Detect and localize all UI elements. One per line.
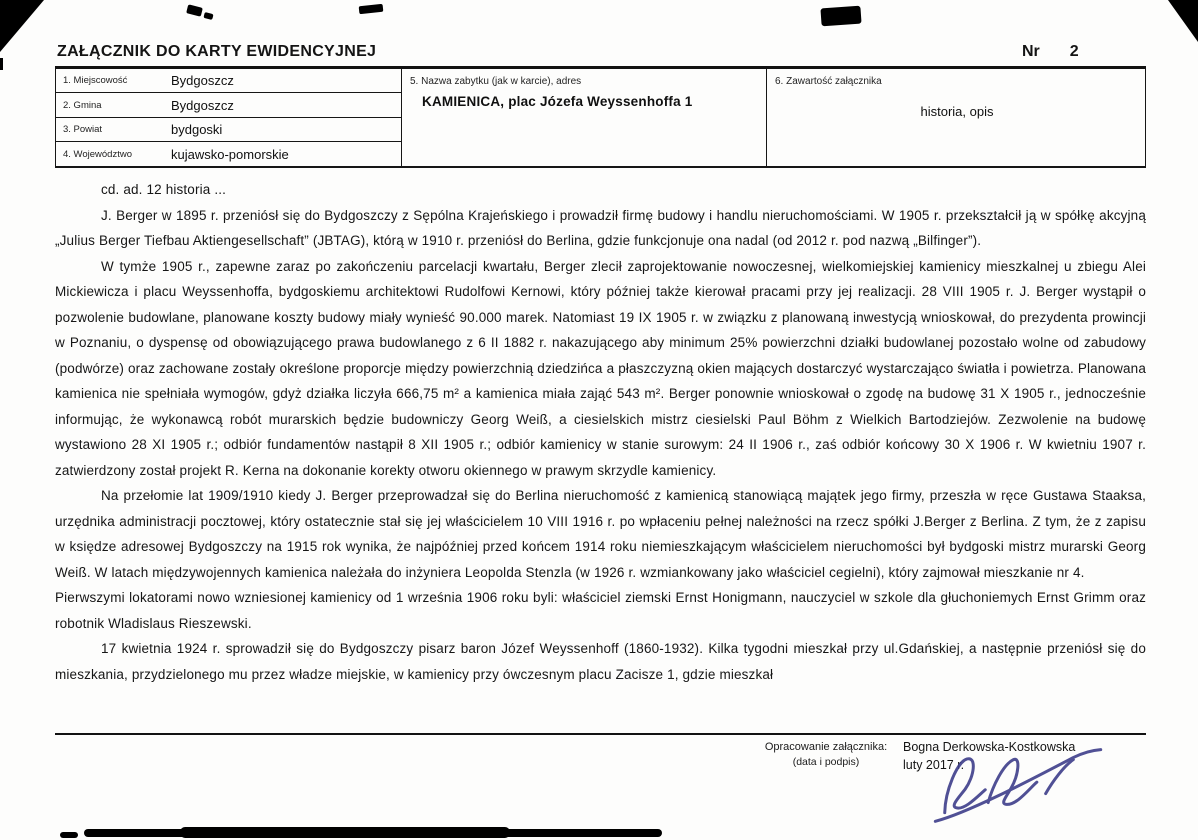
- scan-artifact-top-mark-3: [359, 4, 384, 14]
- form-table: [55, 69, 1146, 168]
- author-date: luty 2017 r.: [903, 758, 965, 772]
- field-row-powiat: [56, 118, 401, 142]
- field-label-powiat: 3. Powiat: [63, 123, 103, 135]
- author-name: Bogna Derkowska-Kostkowska: [903, 740, 1076, 754]
- prepared-by-label: Opracowanie załącznika:: [764, 741, 888, 753]
- paragraph-3: W tymże 1905 r., zapewne zaraz po zakończeniu parcelacji kwartału, Berger zlecił zaprojektowanie nowoczesnej, wielkomiejskiej kamienicy mieszkalnej u zbiegu Alei Mickiewicza i placu Weyssenhoffa, bydgoskiemu architektowi Rudolfowi Kernowi, który później także kierował pracami przy jej realizacji. 28 VIII 1905 r. J. Berger wystąpił o pozwolenie budowlane, planowane koszty budowy miały wynieść 90.000 marek. Natomiast 19 IX 1905 r. w związku z planowaną inwestycją wnioskował, do prezydenta prowincji w Poznaniu, o dyspensę od obowiązującego prawa budowlanego z 6 II 1882 r. nakazującego aby minimum 25% powierzchni działki budowlanej pozostało wolne od zabudowy (podwórze) oraz zachowane zostały określone proporcje między powierzchnią dziedzińca a płaszczyzną okien mających dostarczyć wystarczająco światła i powietrza. Planowana kamienica nie spełniała wymogów, gdyż działka liczyła 666,75 m² a kamienica miała zająć 543 m². Berger ponownie wnioskował o zgodę na budowę 31 X 1905 r., jednocześnie informując, że wykonawcą robót murarskich będzie budowniczy Georg Weiß, a ciesielskich mistrz ciesielski Paul Böhm z Wielkich Bartodziejów. Zezwolenie na budowę wystawiono 28 XI 1905 r.; odbiór fundamentów nastąpił 8 XII 1905 r.; odbiór kamienicy w stanie surowym: 24 II 1906 r., zaś odbiór końcowy 30 X 1906 r. W kwietniu 1907 r. zatwierdzony został projekt R. Kerna na dokonanie korekty otworu okiennego w prawym skrzydle kamienicy.: [55, 258, 1146, 478]
- field-value-gmina: Bydgoszcz: [171, 97, 234, 113]
- footer-rule: [55, 733, 1146, 735]
- monument-name-cell: [401, 69, 766, 166]
- paragraph-1: cd. ad. 12 historia ...: [101, 182, 227, 197]
- scan-artifact-top-mark-1: [186, 4, 203, 16]
- field-value-wojewodztwo: kujawsko-pomorskie: [171, 146, 289, 162]
- monument-name-label: 5. Nazwa zabytku (jak w karcie), adres: [410, 76, 582, 87]
- field-label-wojewodztwo: 4. Województwo: [63, 148, 132, 160]
- scan-artifact-left-edge: [0, 58, 3, 70]
- scan-artifact-top-right-blob: [820, 6, 861, 27]
- attachment-number: [1022, 43, 1079, 61]
- signature-handwriting: [922, 738, 1127, 832]
- field-row-miejscowosc: [56, 69, 401, 93]
- page-title: ZAŁĄCZNIK DO KARTY EWIDENCYJNEJ: [57, 43, 377, 60]
- field-value-powiat: bydgoski: [171, 121, 223, 137]
- paragraph-4: Na przełomie lat 1909/1910 kiedy J. Berger przeprowadzał się do Berlina nieruchomość z kamienicą stanowiącą majątek jego firmy, przeszła w ręce Gustawa Staaksa, urzędnika administracji pocztowej, który ostatecznie stał się jej właścicielem 10 VIII 1916 r. po wpłaceniu pełnej należności na rzecz spółki J.Berger z Berlina. Z tym, że z zapisu w księdze adresowej Bydgoszczy na 1915 rok wynika, że najpóźniej przed końcem 1914 roku niemieszkającym właścicielem nieruchomości był bydgoski mistrz murarski Georg Weiß. W latach międzywojennych kamienica należała do inżyniera Leopolda Stenzla (w 1926 r. wzmiankowany jako właściciel cegielni), który zajmował mieszkanie nr 4.: [55, 488, 1146, 580]
- history-text: [55, 177, 1146, 687]
- field-row-wojewodztwo: [56, 142, 401, 166]
- paragraph-6: 17 kwietnia 1924 r. sprowadził się do Bydgoszczy pisarz baron Józef Weyssenhoff (1860-1932). Kilka tygodni mieszkał przy ul.Gdańskiej, a następnie przeniósł się do mieszkania, przydzielonego mu przez władze miejskie, w kamienicy przy ówczesnym placu Zacisze 1, gdzie mieszkał: [55, 641, 1146, 682]
- scan-artifact-top-right-corner: [1168, 0, 1198, 42]
- attachment-number-label: Nr: [1022, 43, 1040, 60]
- attachment-contents-label: 6. Zawartość załącznika: [775, 76, 882, 87]
- attachment-contents-value: historia, opis: [920, 104, 994, 119]
- prepared-by-sublabel: (data i podpis): [792, 756, 860, 768]
- location-fields-column: [56, 69, 401, 166]
- field-row-gmina: [56, 93, 401, 117]
- paragraph-2: J. Berger w 1895 r. przeniósł się do Bydgoszczy z Sępólna Krajeńskiego i prowadził firmę budowy i handlu nieruchomościami. W 1905 r. przekształcił ją w spółkę akcyjną „Julius Berger Tiefbau Aktiengesellschaft” (JBTAG), którą w 1910 r. przeniósł do Berlina, gdzie funkcjonuje ona nadal (od 2012 r. pod nazwą „Bilfinger”).: [55, 207, 1146, 248]
- prepared-by-block: [756, 740, 896, 770]
- attachment-number-value: 2: [1069, 43, 1079, 60]
- attachment-contents-cell: [766, 69, 1147, 166]
- field-label-gmina: 2. Gmina: [63, 99, 102, 111]
- field-value-miejscowosc: Bydgoszcz: [171, 73, 234, 89]
- scan-artifact-top-mark-2: [203, 12, 213, 20]
- scan-artifact-top-left-corner: [0, 0, 44, 52]
- field-label-miejscowosc: 1. Miejscowość: [63, 75, 128, 87]
- monument-name-value: KAMIENICA, plac Józefa Weyssenhoffa 1: [422, 94, 693, 109]
- scan-artifact-bottom-bar-thick: [180, 827, 510, 838]
- scan-artifact-bottom-mark: [60, 832, 78, 838]
- paragraph-5: Pierwszymi lokatorami nowo wzniesionej kamienicy od 1 września 1906 roku byli: właściciel ziemski Ernst Honigmann, nauczyciel w szkole dla głuchoniemych Ernst Grimm oraz robotnik Wladislaus Rieszewski.: [55, 590, 1146, 631]
